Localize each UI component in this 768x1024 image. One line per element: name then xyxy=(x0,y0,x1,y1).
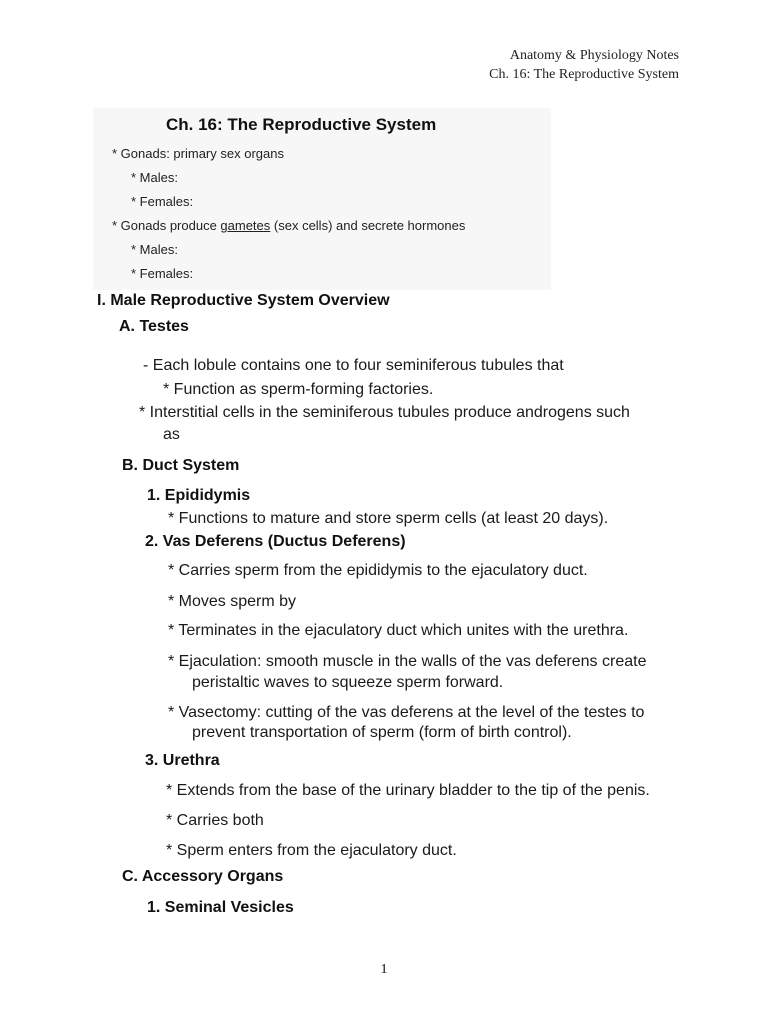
intro-gonads: * Gonads: primary sex organs xyxy=(112,146,284,161)
item-title-urethra: 3. Urethra xyxy=(145,752,220,769)
vas-line-2: * Moves sperm by xyxy=(168,593,297,610)
urethra-line-1: * Extends from the base of the urinary bladder to the tip of the penis. xyxy=(166,782,650,799)
intro-gametes-prefix: * Gonads produce xyxy=(112,218,221,233)
subsection-title-testes: A. Testes xyxy=(119,318,189,335)
intro-males-1: * Males: xyxy=(131,170,178,185)
intro-gametes-line xyxy=(112,218,465,233)
item-title-seminal-vesicles: 1. Seminal Vesicles xyxy=(147,899,294,916)
urethra-line-3: * Sperm enters from the ejaculatory duct. xyxy=(166,842,457,859)
intro-females-2: * Females: xyxy=(131,266,194,281)
vas-line-4: * Ejaculation: smooth muscle in the walls of the vas deferens create xyxy=(168,653,647,670)
epididymis-line-1: * Functions to mature and store sperm cells (at least 20 days). xyxy=(168,510,609,527)
header-chapter: Ch. 16: The Reproductive System xyxy=(489,67,679,82)
intro-females-1: * Females: xyxy=(131,194,194,209)
item-title-epididymis: 1. Epididymis xyxy=(147,487,251,504)
vas-line-6: * Vasectomy: cutting of the vas deferens at the level of the testes to xyxy=(168,704,645,721)
section-title-male-overview: I. Male Reproductive System Overview xyxy=(97,292,390,309)
vas-line-1: * Carries sperm from the epididymis to the ejaculatory duct. xyxy=(168,562,588,579)
testes-line-1: - Each lobule contains one to four seminiferous tubules that xyxy=(143,357,564,374)
testes-line-4: as xyxy=(163,426,180,443)
intro-title: Ch. 16: The Reproductive System xyxy=(166,115,437,134)
vas-line-5: peristaltic waves to squeeze sperm forward. xyxy=(192,674,504,691)
testes-line-2: * Function as sperm-forming factories. xyxy=(163,381,434,398)
urethra-line-2: * Carries both xyxy=(166,812,264,829)
testes-line-3: * Interstitial cells in the seminiferous tubules produce androgens such xyxy=(139,404,630,421)
intro-gametes-word: gametes xyxy=(220,218,271,233)
header-course: Anatomy & Physiology Notes xyxy=(509,48,679,63)
subsection-title-accessory-organs: C. Accessory Organs xyxy=(122,868,284,885)
item-title-vas-deferens: 2. Vas Deferens (Ductus Deferens) xyxy=(145,533,406,550)
subsection-title-duct-system: B. Duct System xyxy=(122,457,240,474)
vas-line-7: prevent transportation of sperm (form of birth control). xyxy=(192,724,572,741)
vas-line-3: * Terminates in the ejaculatory duct which unites with the urethra. xyxy=(168,622,629,639)
page-number: 1 xyxy=(380,962,388,977)
intro-males-2: * Males: xyxy=(131,242,178,257)
intro-gametes-suffix: (sex cells) and secrete hormones xyxy=(270,218,466,233)
